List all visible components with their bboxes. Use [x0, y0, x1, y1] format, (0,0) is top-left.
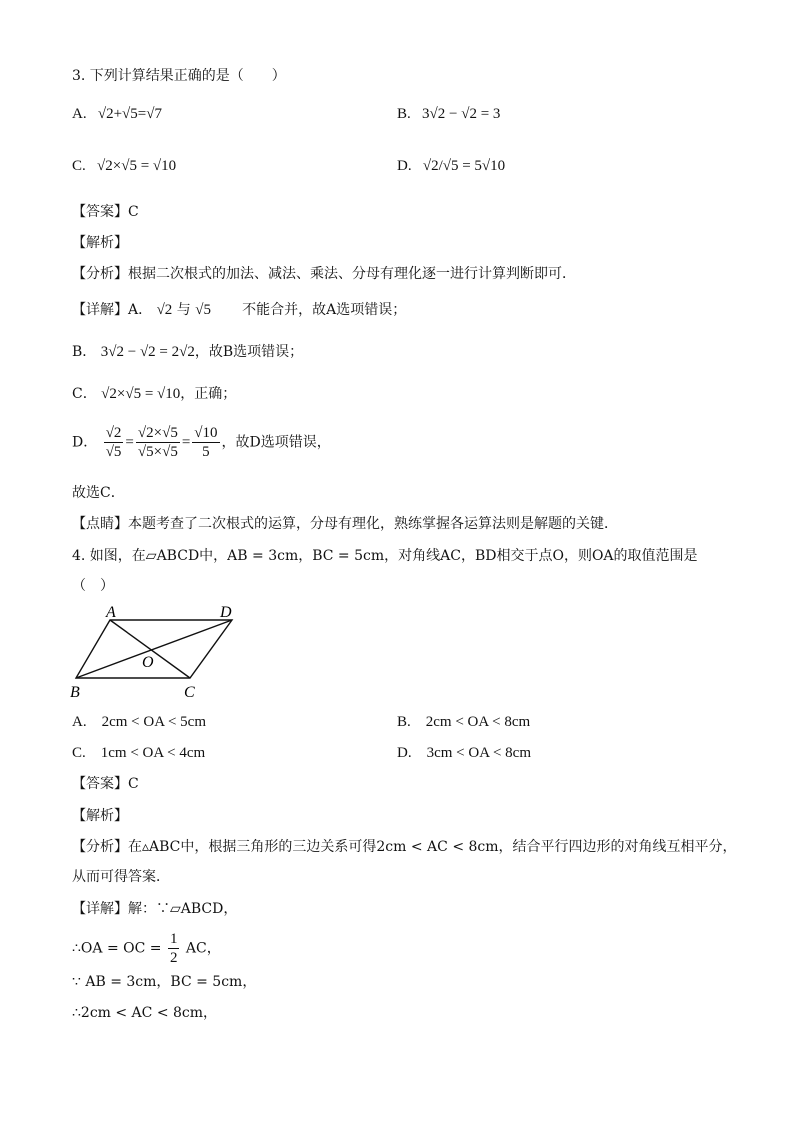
q3-conclusion: 故选C．: [72, 485, 125, 501]
q3-option-a: [72, 104, 162, 124]
q4-detail-line1: 【详解】解：∵▱ABCD，: [72, 901, 238, 917]
q3-detail-b-prefix: B．: [72, 344, 97, 360]
q4-answer: 【答案】C: [72, 776, 139, 792]
parallelogram-figure: [68, 600, 258, 705]
q3-option-d-label: D.: [397, 158, 412, 174]
q3-option-c-expr: √2×√5 = √10: [97, 158, 177, 174]
q3-option-d-expr: √2/√5 = 5√10: [422, 158, 506, 174]
q4-detail-line3: ∵ AB = 3cm，BC = 5cm，: [72, 974, 257, 990]
q3-analysis-head: 【解析】: [72, 235, 128, 251]
q4-fenxi-line2: 从而可得答案．: [72, 869, 170, 885]
q4-option-b: B. 2cm < OA < 8cm: [397, 714, 531, 730]
q3-detail-d-prefix: D．: [72, 434, 98, 451]
q4-detail-line2-pre: ∴OA = OC =: [72, 940, 162, 957]
vertex-b-label: B: [70, 684, 80, 701]
half-fraction: $\frac{1}{2}$: [169, 931, 178, 966]
q3-dianjing: 【点睛】本题考查了二次根式的运算，分母有理化，熟练掌握各运算法则是解题的关键．: [72, 516, 618, 532]
q3-option-b: [397, 104, 500, 124]
q4-stem-line2: （ ）: [72, 578, 114, 594]
q3-option-c-label: C.: [72, 158, 86, 174]
q3-option-a-label: A.: [72, 106, 87, 122]
q3-detail-a-tail: 不能合并，故A选项错误；: [242, 302, 407, 318]
q4-detail-line4: ∴2cm < AC < 8cm，: [72, 1005, 218, 1021]
q4-option-d: D. 3cm < OA < 8cm: [397, 745, 531, 761]
q3-detail-c: C． √2×√5 = √10，正确；: [72, 386, 237, 402]
q3-detail-b-tail: ，故B选项错误；: [194, 344, 304, 360]
q3-detail-d: D． $\frac{√2}{√5}$ = $\frac{√2\times√5}{√5\times√5}$ = $\frac{√10}{5}$ ，故D选项错误，: [72, 425, 331, 460]
center-o-label: O: [142, 654, 154, 671]
q3-detail-c-tail: ，正确；: [180, 386, 237, 402]
q3-detail-a-mid: 与: [176, 302, 191, 318]
q3-detail-c-prefix: C．: [72, 386, 97, 402]
q4-option-a: A. 2cm < OA < 5cm: [72, 714, 206, 730]
q3-detail-b: B． 3√2 − √2 = 2√2，故B选项错误；: [72, 344, 304, 360]
vertex-c-label: C: [184, 684, 195, 701]
q4-stem-line1: 4. 如图，在▱ABCD中，AB = 3cm，BC = 5cm，对角线AC，BD相交于点O，则OA的取值范围是: [72, 548, 698, 564]
q3-stem: 3. 下列计算结果正确的是（ ）: [72, 68, 286, 84]
q3-option-a-expr: √2+√5=√7: [97, 106, 162, 122]
q4-detail-line2-post: AC，: [185, 940, 221, 957]
q3-fenxi: 【分析】根据二次根式的加法、减法、乘法、分母有理化逐一进行计算判断即可．: [72, 266, 576, 282]
q3-detail-a: 【详解】A． √2 与 √5 不能合并，故A选项错误；: [72, 302, 407, 318]
q3-option-c: [72, 156, 176, 176]
q4-detail-line2: [72, 930, 221, 967]
q3-detail-d-tail: ，故D选项错误，: [221, 434, 331, 451]
q3-option-b-expr: 3√2 − √2 = 3: [422, 106, 501, 122]
q4-fenxi-line1: 【分析】在▵ABC中，根据三角形的三边关系可得2cm < AC < 8cm，结合平行四边形的对角线互相平分，: [72, 839, 737, 855]
q3-answer: 【答案】C: [72, 204, 139, 220]
q3-option-d: [397, 156, 505, 176]
vertex-a-label: A: [106, 604, 116, 621]
q4-analysis-head: 【解析】: [72, 808, 128, 824]
q4-option-c: C. 1cm < OA < 4cm: [72, 745, 206, 761]
vertex-d-label: D: [220, 604, 232, 621]
q3-detail-a-prefix: 【详解】A．: [72, 302, 153, 318]
q3-option-b-label: B.: [397, 106, 411, 122]
